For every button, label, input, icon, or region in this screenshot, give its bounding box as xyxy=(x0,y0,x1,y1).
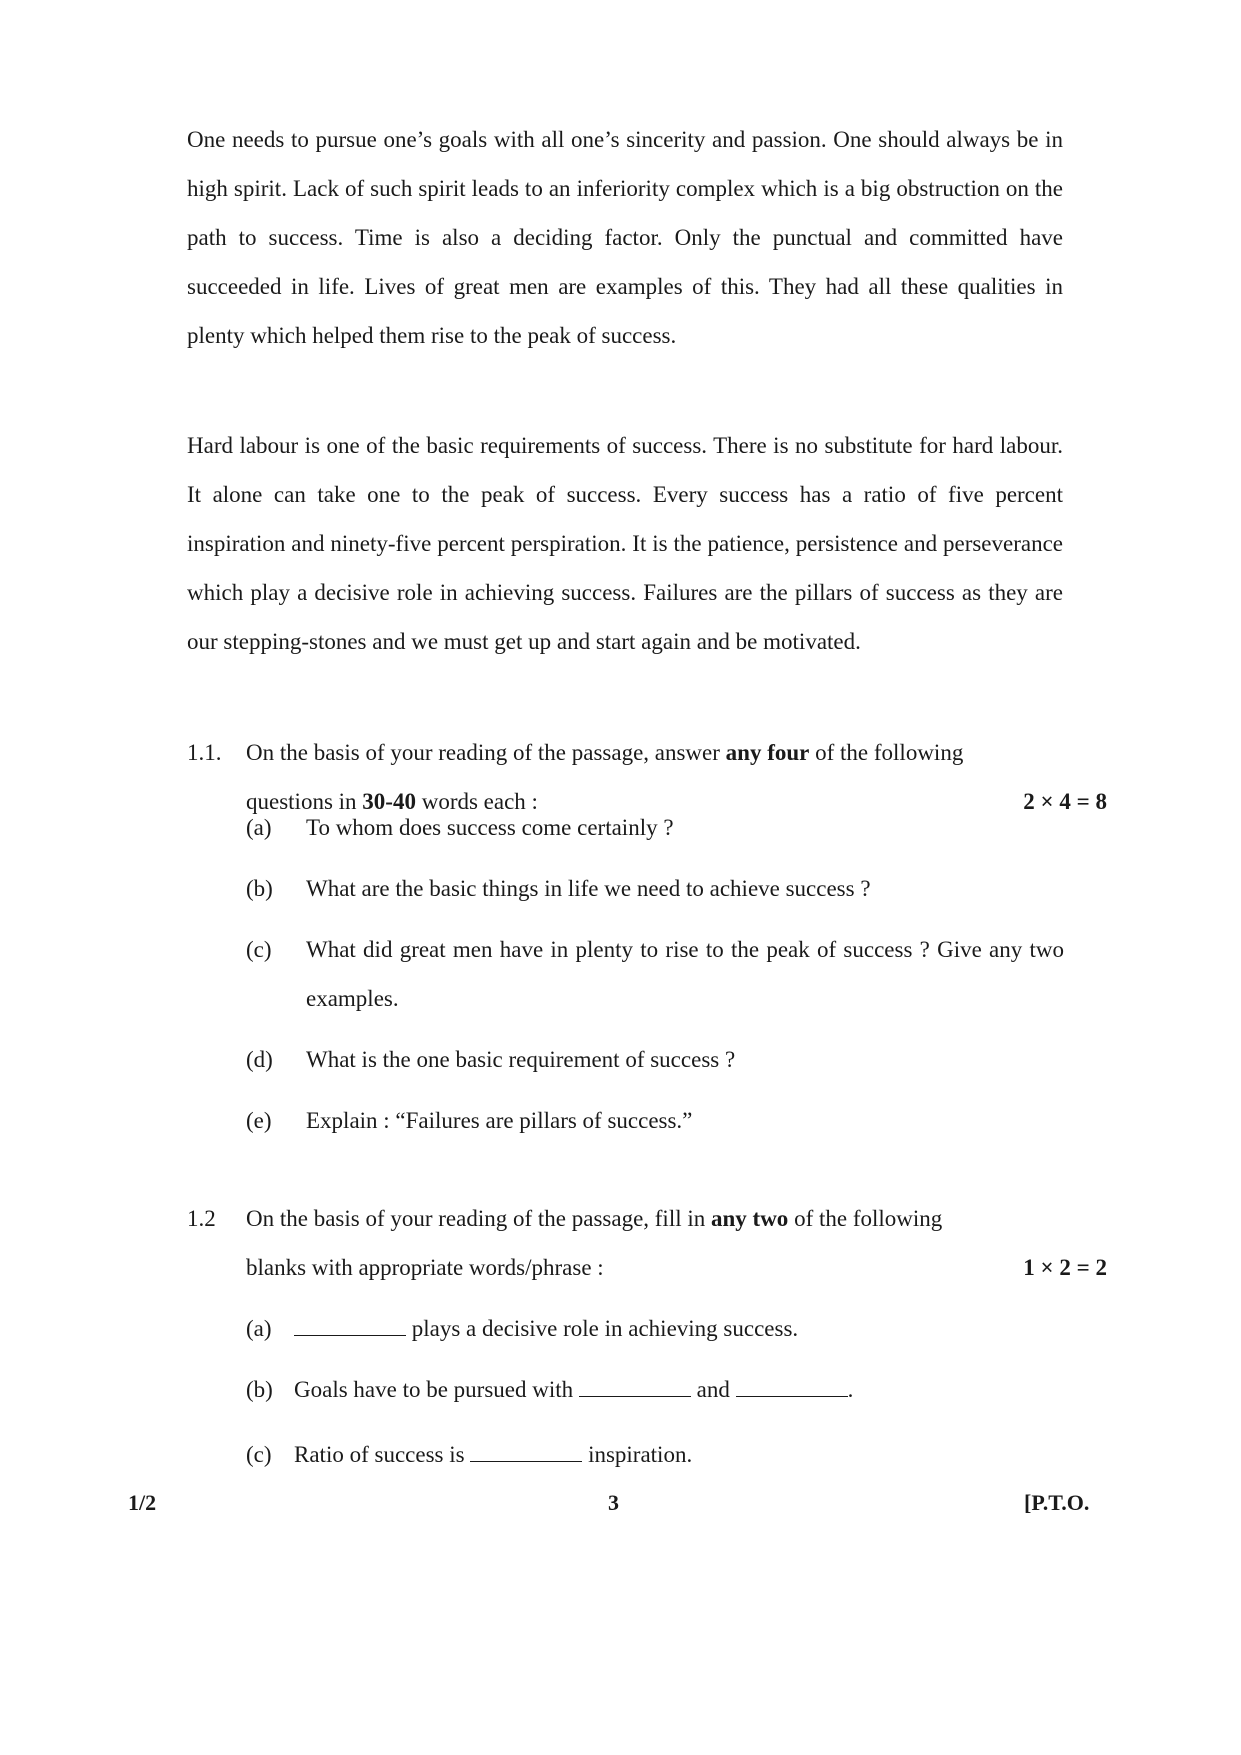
sub-question-text: Goals have to be pursued with and . xyxy=(294,1377,854,1402)
sub-question-label: (a) xyxy=(246,1316,272,1341)
question-number: 1.2 xyxy=(187,1206,216,1231)
sub-question-text: What did great men have in plenty to rise to the peak of success ? Give any two examples. xyxy=(306,937,1064,1011)
answer-blank[interactable] xyxy=(579,1378,691,1397)
paper-code: 1/2 xyxy=(128,1490,157,1515)
question-instruction: On the basis of your reading of the passage, fill in any two of the following xyxy=(246,1206,943,1231)
question-1-2-header xyxy=(187,1194,1107,1294)
page-number: 3 xyxy=(608,1490,619,1515)
sub-question-label: (b) xyxy=(246,876,273,901)
passage-paragraph-1: One needs to pursue one’s goals with all one’s sincerity and passion. One should always be in high spirit. Lack of such spirit leads to an inferiority complex which is a big obstruction on the path to success. Time is also a deciding factor. Only the punctual and committed have succeeded in life. Lives of great men are examples of this. They had all these qualities in plenty which helped them rise to the peak of success. xyxy=(187,127,1063,348)
sub-question-label: (d) xyxy=(246,1047,273,1072)
sub-question-label: (e) xyxy=(246,1108,272,1133)
sub-question-text: plays a decisive role in achieving success. xyxy=(294,1304,1064,1353)
sub-question-text: To whom does success come certainly ? xyxy=(306,815,674,840)
question-instruction: On the basis of your reading of the passage, answer any four of the following xyxy=(246,740,964,765)
marks-allocation: 1 × 2 = 2 xyxy=(1023,1255,1107,1280)
answer-blank[interactable] xyxy=(736,1378,848,1397)
answer-blank[interactable] xyxy=(294,1317,406,1336)
sub-question-label: (a) xyxy=(246,815,272,840)
passage-paragraph-2: Hard labour is one of the basic requirements of success. There is no substitute for hard labour. It alone can take one to the peak of success. Every success has a ratio of five percent inspiration and ninety-five percent perspiration. It is the patience, persistence and perseverance which play a decisive role in achieving success. Failures are the pillars of success as they are our stepping-stones and we must get up and start again and be motivated. xyxy=(187,433,1063,654)
question-instruction-line-2: blanks with appropriate words/phrase : 1 × 2 = 2 xyxy=(246,1243,1107,1292)
question-number: 1.1. xyxy=(187,740,222,765)
sub-question-label: (b) xyxy=(246,1377,273,1402)
sub-question-label: (c) xyxy=(246,937,272,962)
sub-question-text: What are the basic things in life we need to achieve success ? xyxy=(306,876,871,901)
marks-allocation: 2 × 4 = 8 xyxy=(1023,789,1107,814)
question-instruction-line-2: questions in 30-40 words each : 2 × 4 = 8 xyxy=(246,777,1107,826)
sub-question-text: Ratio of success is inspiration. xyxy=(294,1442,693,1467)
answer-blank[interactable] xyxy=(470,1443,582,1462)
sub-question-label: (c) xyxy=(246,1442,272,1467)
please-turn-over: [P.T.O. xyxy=(1024,1490,1090,1515)
sub-question-text: What is the one basic requirement of success ? xyxy=(306,1047,736,1072)
sub-question-text: Explain : “Failures are pillars of success.” xyxy=(306,1108,693,1133)
